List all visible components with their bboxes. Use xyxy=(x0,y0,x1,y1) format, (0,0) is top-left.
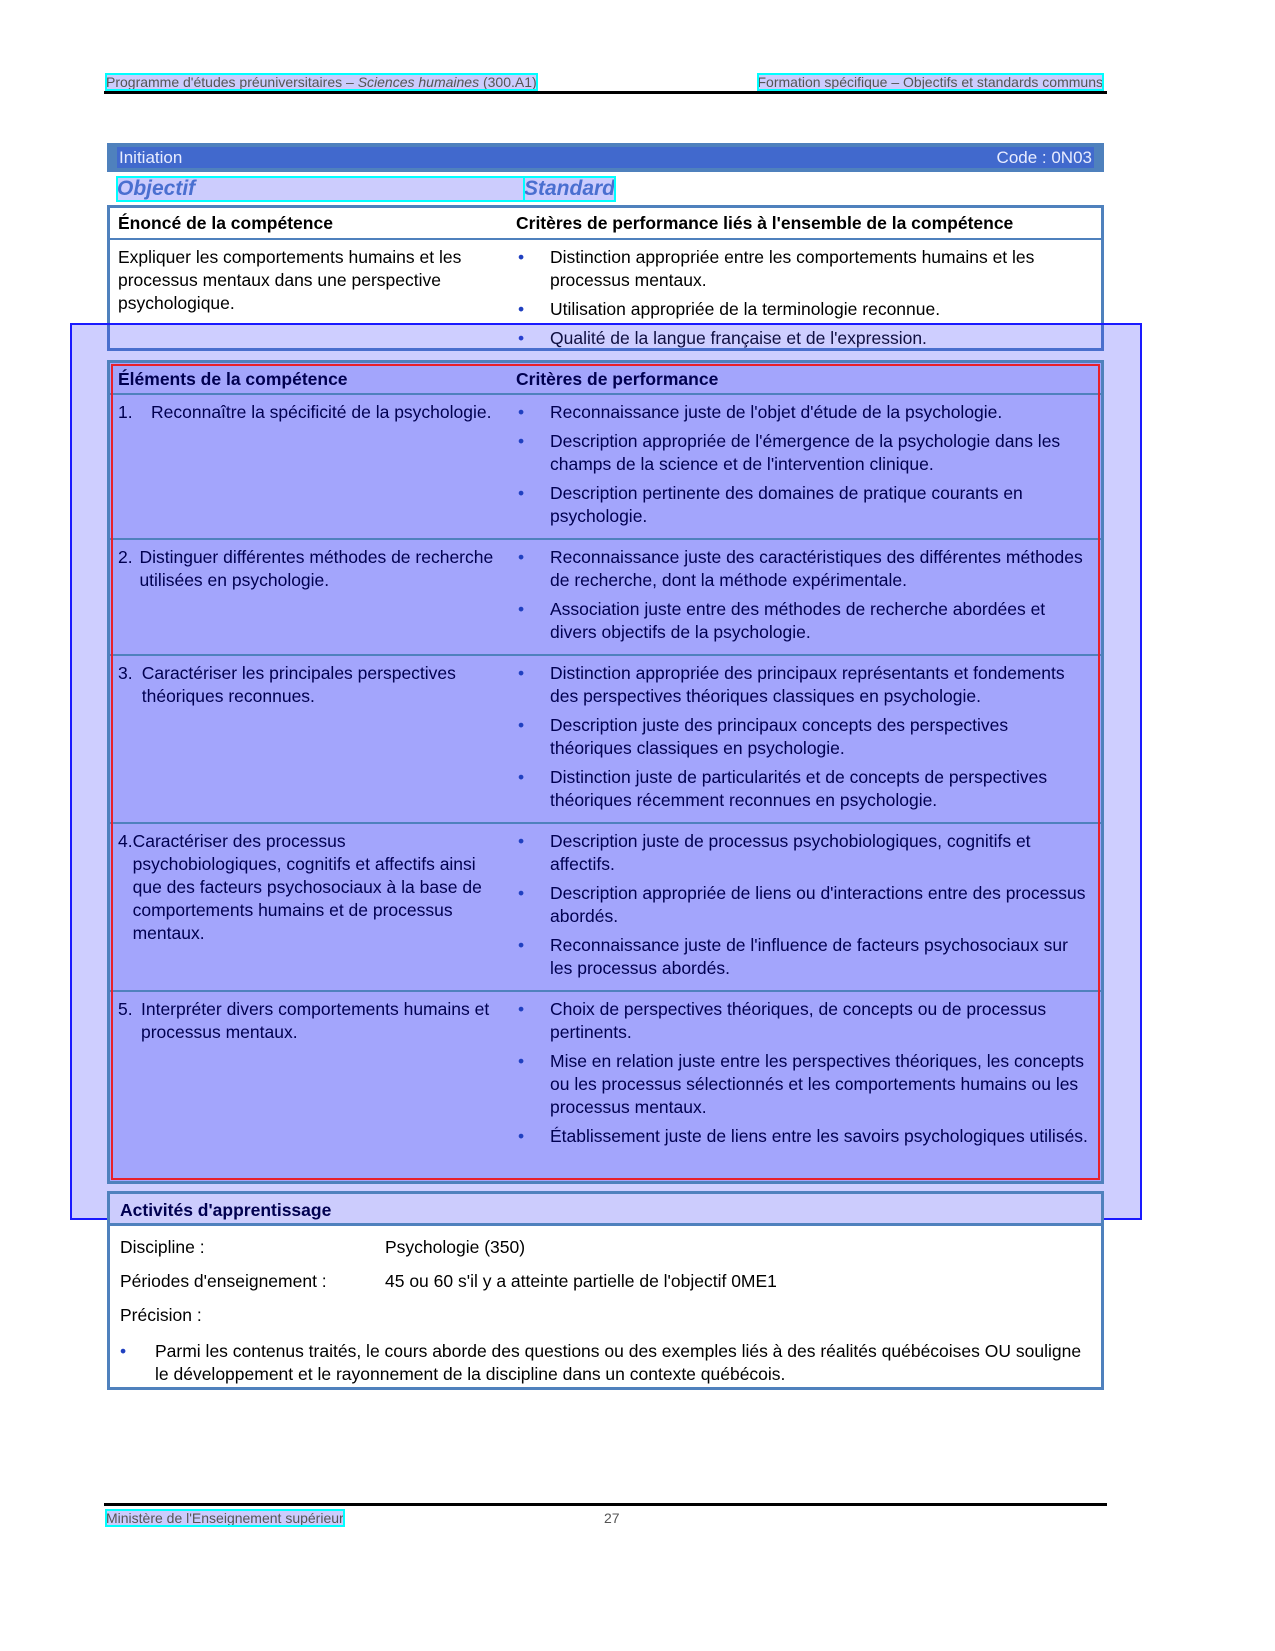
criterion: Distinction juste de particularités et de concepts de perspectives théoriques récemment reconnues en psychologie. xyxy=(550,767,1048,810)
elements-criteria-header: Critères de performance xyxy=(516,369,719,389)
course-name: Initiation xyxy=(119,148,183,167)
elements-header: Éléments de la compétence xyxy=(118,369,348,389)
criterion: Description appropriée de l'émergence de la psychologie dans les champs de la science et de l'intervention clinique. xyxy=(550,431,1061,474)
criterion: Distinction appropriée entre les comportements humains et les processus mentaux. xyxy=(550,247,1035,290)
bullet-icon: • xyxy=(518,247,525,267)
bullet-icon: • xyxy=(518,935,525,955)
bullet-icon: • xyxy=(518,483,525,503)
bullet-icon: • xyxy=(518,299,525,319)
statement-header: Énoncé de la compétence xyxy=(118,213,333,233)
program-title: Sciences humaines xyxy=(357,74,480,90)
page-number: 27 xyxy=(604,1510,620,1526)
header-left xyxy=(106,74,537,90)
bullet-icon: • xyxy=(518,402,525,422)
element-number: 4. xyxy=(118,831,133,851)
element-text: Caractériser des processus psychobiologiques, cognitifs et affectifs ainsi que des facteurs psychosociaux à la base de comportements humains et de processus mentaux. xyxy=(132,831,482,943)
criterion: Description pertinente des domaines de pratique courants en psychologie. xyxy=(550,483,1023,526)
bullet-icon: • xyxy=(518,431,525,451)
criterion: Mise en relation juste entre les perspectives théoriques, les concepts ou les processus sélectionnés et les comportements humains ou les processus mentaux. xyxy=(550,1051,1085,1117)
program-name: Programme d'études préuniversitaires – xyxy=(106,74,358,90)
precision-label: Précision : xyxy=(120,1305,202,1325)
bullet-icon: • xyxy=(518,599,525,619)
criterion: Association juste entre des méthodes de recherche abordées et divers objectifs de la psychologie. xyxy=(550,599,1046,642)
criteria-header: Critères de performance liés à l'ensemble de la compétence xyxy=(516,213,1014,233)
criterion: Description juste des principaux concepts des perspectives théoriques classiques en psychologie. xyxy=(550,715,1009,758)
element-text: Caractériser les principales perspectives théoriques reconnues. xyxy=(141,663,456,706)
element-text: Interpréter divers comportements humains et processus mentaux. xyxy=(140,999,490,1042)
bullet-icon: • xyxy=(518,831,525,851)
bullet-icon: • xyxy=(518,663,525,683)
footer-rule xyxy=(104,1503,1107,1506)
bullet-icon: • xyxy=(518,547,525,567)
criterion: Reconnaissance juste de l'influence de facteurs psychosociaux sur les processus abordés. xyxy=(550,935,1068,978)
criterion: Choix de perspectives théoriques, de concepts ou de processus pertinents. xyxy=(550,999,1047,1042)
element-text: Distinguer différentes méthodes de recherche utilisées en psychologie. xyxy=(139,547,494,590)
element-number: 2. xyxy=(118,547,133,567)
standard-heading: Standard xyxy=(524,177,616,200)
bullet-icon: • xyxy=(518,1051,525,1071)
element-number: 1. xyxy=(118,402,133,422)
element-number: 5. xyxy=(118,999,133,1019)
criterion: Description appropriée de liens ou d'interactions entre des processus abordés. xyxy=(550,883,1086,926)
bullet-icon: • xyxy=(518,767,525,787)
course-code: Code : 0N03 xyxy=(996,148,1092,167)
criterion: Reconnaissance juste des caractéristiques des différentes méthodes de recherche, dont la méthode expérimentale. xyxy=(550,547,1083,590)
elements-table xyxy=(107,360,1104,1184)
footer-ministry: Ministère de l'Enseignement supérieur xyxy=(106,1510,344,1526)
criterion: Reconnaissance juste de l'objet d'étude de la psychologie. xyxy=(550,402,1003,422)
bullet-icon: • xyxy=(518,883,525,903)
program-code: (300.A1) xyxy=(479,74,537,90)
header-rule xyxy=(104,91,1107,94)
discipline-value: Psychologie (350) xyxy=(385,1237,526,1257)
bullet-icon: • xyxy=(518,715,525,735)
criterion: Description juste de processus psychobiologiques, cognitifs et affectifs. xyxy=(550,831,1031,874)
bullet-icon: • xyxy=(518,999,525,1019)
competence-statement: Expliquer les comportements humains et les processus mentaux dans une perspective psychologique. xyxy=(118,247,462,313)
periods-label: Périodes d'enseignement : xyxy=(120,1271,327,1291)
periods-value: 45 ou 60 s'il y a atteinte partielle de l'objectif 0ME1 xyxy=(385,1271,777,1291)
bullet-icon: • xyxy=(518,1126,525,1146)
bullet-icon: • xyxy=(518,328,525,348)
criterion: Établissement juste de liens entre les savoirs psychologiques utilisés. xyxy=(550,1126,1088,1146)
discipline-label: Discipline : xyxy=(120,1237,205,1257)
objectif-heading: Objectif xyxy=(117,177,525,201)
element-number: 3. xyxy=(118,663,133,683)
activities-title: Activités d'apprentissage xyxy=(110,1194,1101,1226)
header-right: Formation spécifique – Objectifs et standards communs xyxy=(757,74,1103,90)
activities-box xyxy=(107,1191,1104,1390)
bullet-icon: • xyxy=(120,1341,127,1361)
criterion: Qualité de la langue française et de l'expression. xyxy=(550,328,927,348)
criterion: Distinction appropriée des principaux représentants et fondements des perspectives théoriques classiques en psychologie. xyxy=(550,663,1065,706)
precision-text: Parmi les contenus traités, le cours aborde des questions ou des exemples liés à des réalités québécoises OU souligne le développement et le rayonnement de la discipline dans un contexte québécois. xyxy=(155,1341,1082,1384)
element-text: Reconnaître la spécificité de la psychologie. xyxy=(151,402,492,422)
criterion: Utilisation appropriée de la terminologie reconnue. xyxy=(550,299,941,319)
course-title-bar xyxy=(107,143,1104,172)
